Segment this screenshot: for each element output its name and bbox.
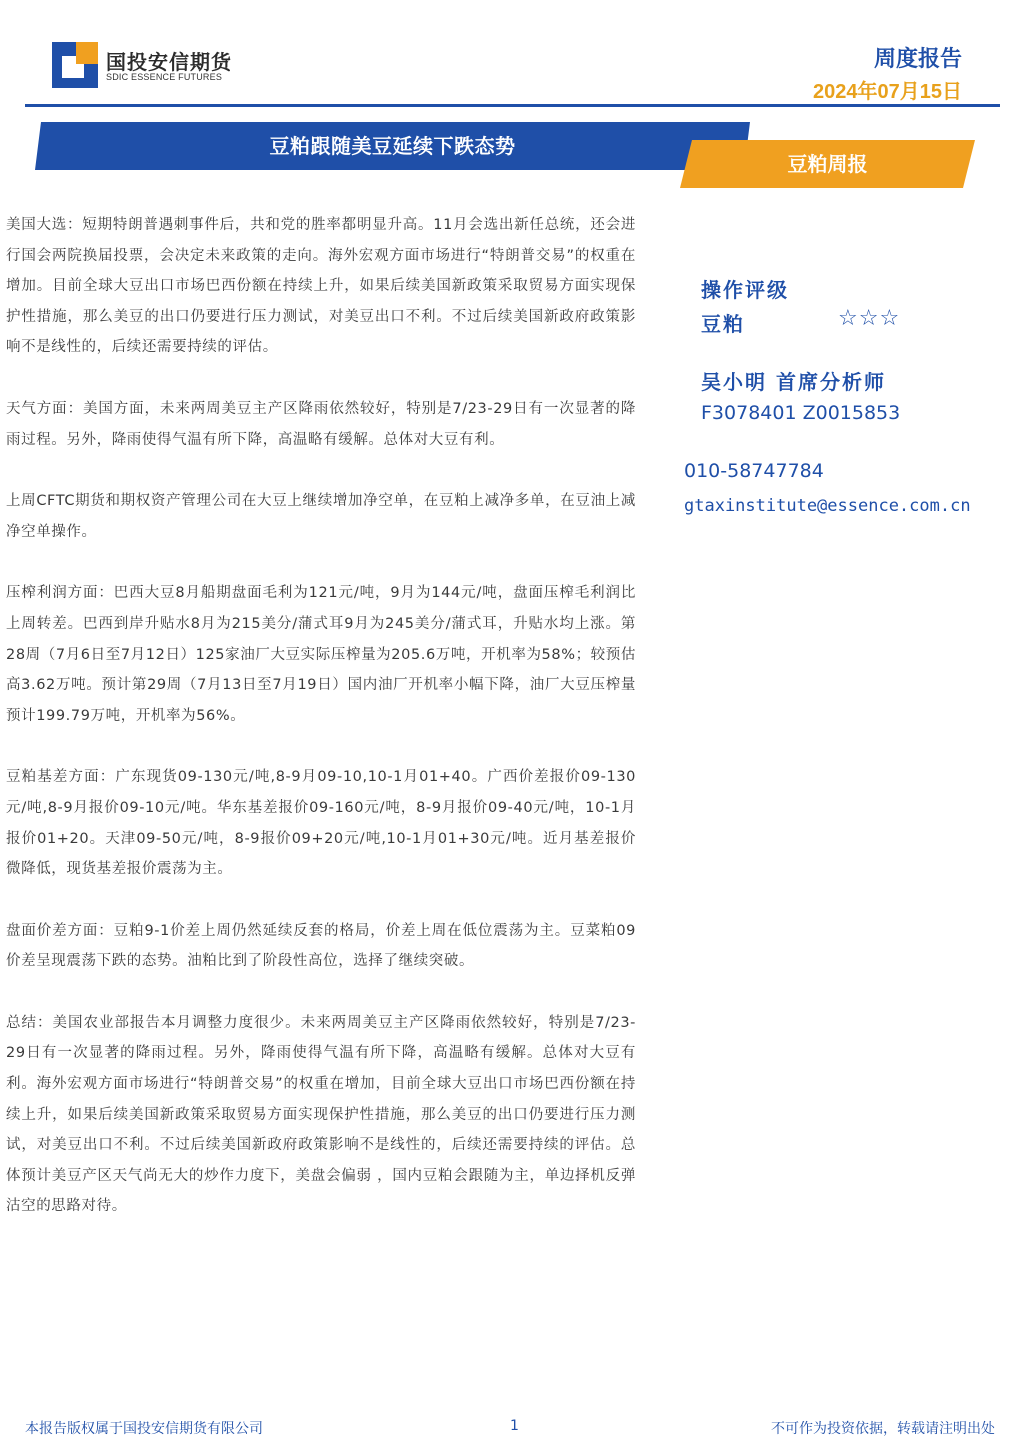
report-body: [6, 210, 636, 1253]
analyst-license: F3078401 Z0015853: [701, 402, 901, 424]
section-label: 豆粕周报: [787, 152, 868, 176]
rating-product: 豆粕: [701, 312, 745, 336]
company-name-cn: 国投安信期货: [106, 50, 232, 74]
logo-mark-icon: [52, 42, 98, 88]
paragraph-weather: 天气方面：美国方面，未来两周美豆主产区降雨依然较好，特别是7/23-29日有一次显著的降雨过程。另外，降雨使得气温有所下降，高温略有缓解。总体对大豆有利。: [6, 400, 636, 448]
rating-title: 操作评级: [701, 278, 789, 302]
paragraph-us-election: 美国大选：短期特朗普遇刺事件后，共和党的胜率都明显升高。11月会选出新任总统，还会进行国会两院换届投票，会决定未来政策的走向。海外宏观方面市场进行“特朗普交易”的权重在增加。目前全球大豆出口市场巴西份额在持续上升，如果后续美国新政策采取贸易方面实现保护性措施，那么美豆的出口仍要进行压力测试，对美豆出口不利。不过后续美国新政府政策影响不是线性的，后续还需要持续的评估。: [6, 217, 636, 356]
paragraph-cftc: 上周CFTC期货和期权资产管理公司在大豆上继续增加净空单，在豆粕上减净多单，在豆油上减净空单操作。: [6, 493, 636, 540]
report-title: 豆粕跟随美豆延续下跌态势: [269, 134, 516, 158]
paragraph-spread: 盘面价差方面：豆粕9-1价差上周仍然延续反套的格局，价差上周在低位震荡为主。豆菜粕09价差呈现震荡下跌的态势。油粕比到了阶段性高位，选择了继续突破。: [6, 922, 636, 970]
company-name-en: SDIC ESSENCE FUTURES: [106, 72, 223, 82]
report-type: 周度报告: [873, 47, 962, 72]
contact-phone: 010-58747784: [684, 460, 824, 482]
paragraph-summary: 总结：美国农业部报告本月调整力度很少。未来两周美豆主产区降雨依然较好，特别是7/23-29日有一次显著的降雨过程。另外，降雨使得气温有所下降，高温略有缓解。总体对大豆有利。海外宏观方面市场进行“特朗普交易”的权重在增加，目前全球大豆出口市场巴西份额在持续上升，如果后续美国新政策采取贸易方面实现保护性措施，那么美豆的出口仍要进行压力测试，对美豆出口不利。不过后续美国新政府政策影响不是线性的，后续还需要持续的评估。总体预计美豆产区天气尚无大的炒作力度下，美盘会偏弱 ，国内豆粕会跟随为主，单边择机反弹沽空的思路对待。: [6, 1014, 636, 1215]
paragraph-basis: 豆粕基差方面：广东现货09-130元/吨,8-9月09-10,10-1月01+40。广西价差报价09-130元/吨,8-9月报价09-10元/吨。华东基差报价09-160元/吨，8-9月报价09-40元/吨，10-1月报价01+20。天津09-50元/吨，8-9报价09+20元/吨,10-1月01+30元/吨。近月基差报价微降低，现货基差报价震荡为主。: [6, 769, 636, 878]
footer-disclaimer: 不可作为投资依据，转载请注明出处: [771, 1421, 995, 1437]
rating-stars-icon: ☆☆☆: [838, 306, 901, 331]
header-divider: [25, 104, 1000, 107]
report-date: 2024年07月15日: [813, 81, 962, 103]
contact-email[interactable]: gtaxinstitute@essence.com.cn: [684, 496, 971, 516]
paragraph-crush-margin: 压榨利润方面：巴西大豆8月船期盘面毛利为121元/吨，9月为144元/吨，盘面压榨毛利润比上周转差。巴西到岸升贴水8月为215美分/蒲式耳9月为245美分/蒲式耳，升贴水均上涨。第28周（7月6日至7月12日）125家油厂大豆实际压榨量为205.6万吨，开机率为58%；较预估高3.62万吨。预计第29周（7月13日至7月19日）国内油厂开机率小幅下降，油厂大豆压榨量预计199.79万吨，开机率为56%。: [6, 585, 636, 724]
analyst-name: 吴小明 首席分析师: [701, 370, 886, 394]
company-logo: [52, 42, 232, 88]
footer-copyright: 本报告版权属于国投安信期货有限公司: [25, 1421, 263, 1437]
page-number: 1: [510, 1418, 519, 1434]
